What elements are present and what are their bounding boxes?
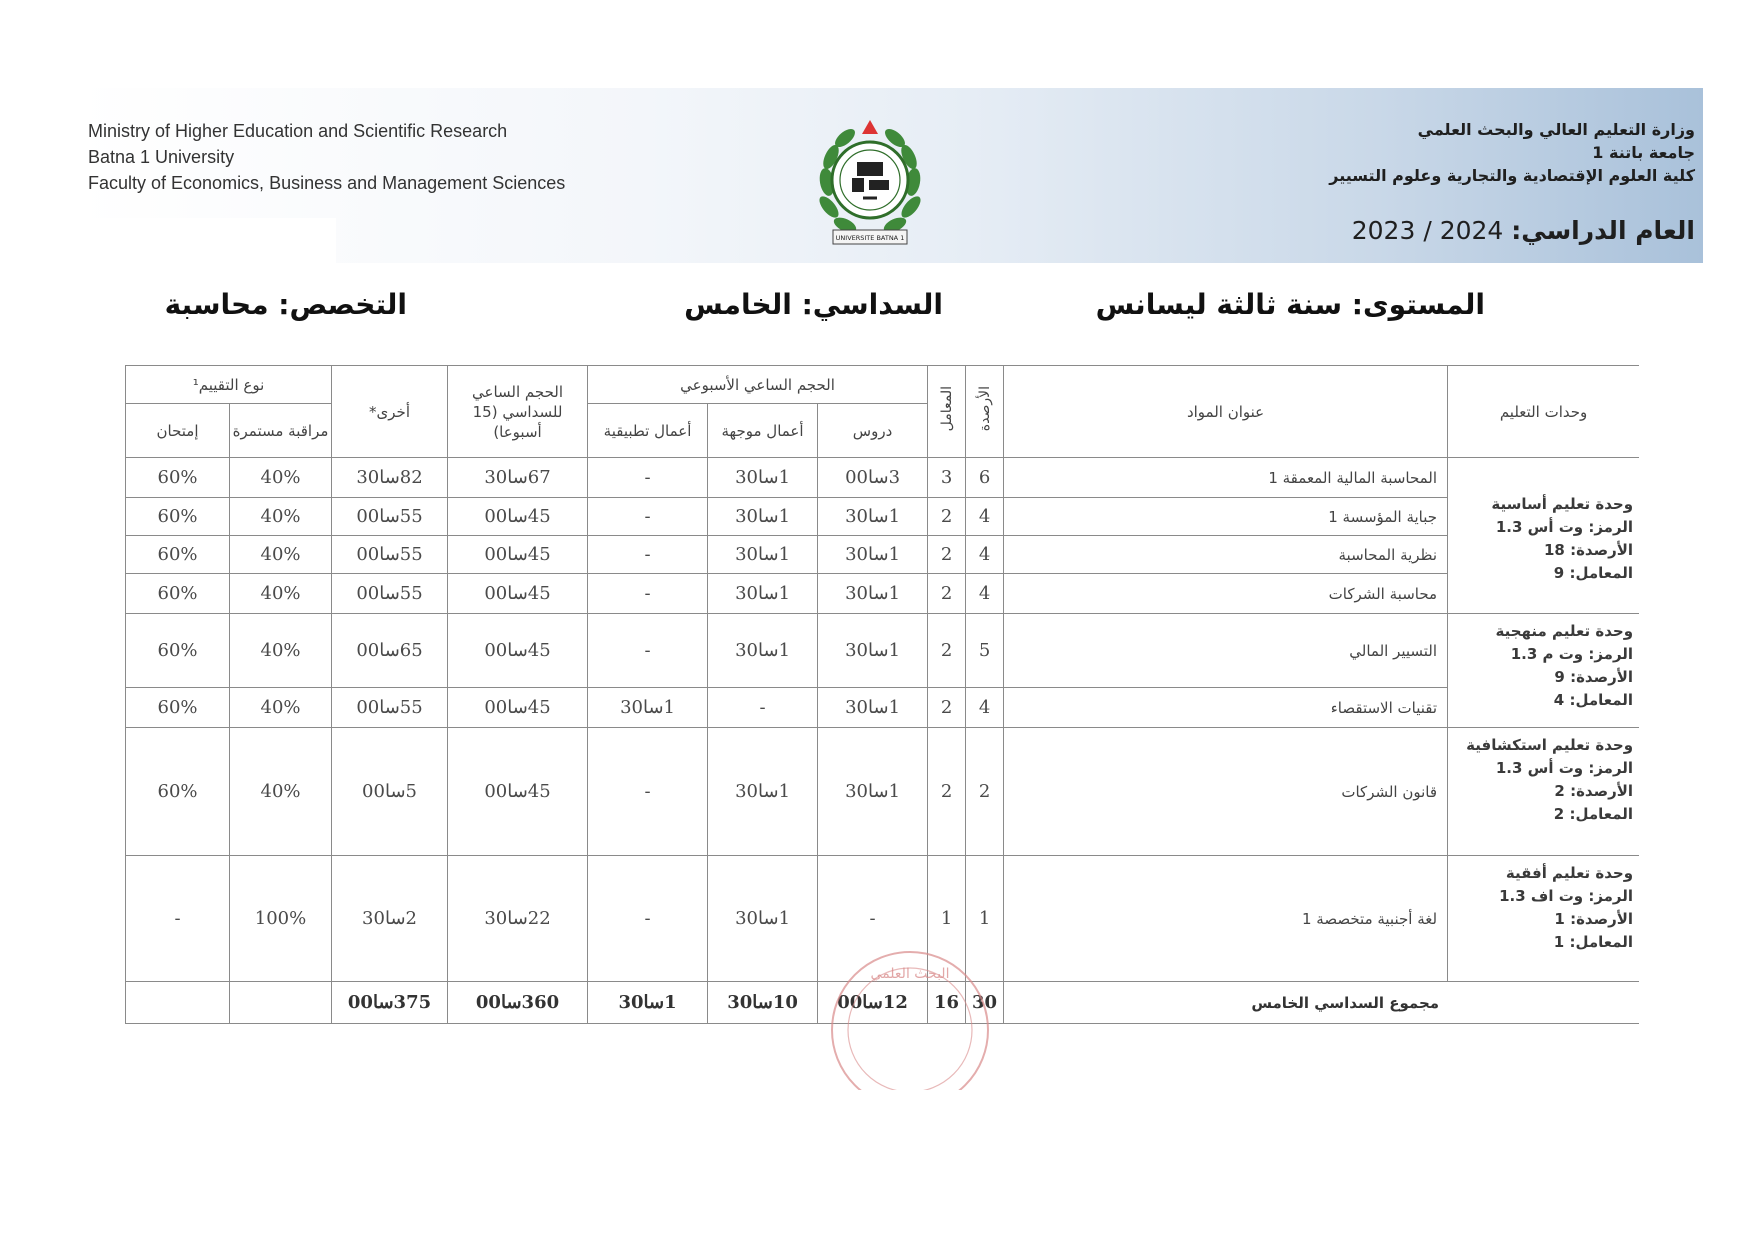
- stamp-text: البحث العلمي: [870, 966, 950, 982]
- semester-volume-cell: 45سا00: [448, 536, 588, 574]
- semester-volume-cell: 22سا30: [448, 856, 588, 982]
- practicals-cell: -: [588, 498, 708, 536]
- other-cell: 55سا00: [332, 498, 448, 536]
- table-row: [126, 536, 1640, 574]
- other-cell: 65سا00: [332, 614, 448, 688]
- credits-cell: 4: [966, 688, 1004, 728]
- continuous-cell: 100%: [230, 856, 332, 982]
- subject-cell: نظرية المحاسبة: [1004, 536, 1448, 574]
- level-label: المستوى: سنة ثالثة ليسانس: [1095, 288, 1485, 321]
- coef-cell: 1: [928, 856, 966, 982]
- coef-cell: 2: [928, 498, 966, 536]
- total-semester-volume: 360سا00: [448, 982, 588, 1024]
- credits-cell: 4: [966, 498, 1004, 536]
- col-weekly-header: الحجم الساعي الأسبوعي: [588, 366, 928, 404]
- col-coef-header: المعامل: [928, 366, 966, 458]
- credits-cell: 4: [966, 574, 1004, 614]
- curriculum-table: [125, 365, 1639, 1024]
- semester-volume-cell: 45سا00: [448, 688, 588, 728]
- unit-coef: المعامل: 2: [1553, 805, 1634, 823]
- total-label: مجموع السداسي الخامس: [1004, 982, 1639, 1024]
- subject-cell: قانون الشركات: [1004, 728, 1448, 856]
- credits-cell: 1: [966, 856, 1004, 982]
- other-cell: 2سا30: [332, 856, 448, 982]
- continuous-cell: 40%: [230, 728, 332, 856]
- col-exam-header: إمتحان: [126, 404, 230, 458]
- lectures-cell: 1سا30: [818, 688, 928, 728]
- unit-name: وحدة تعليم أفقية: [1505, 864, 1634, 882]
- total-credits: 30: [966, 982, 1004, 1024]
- practicals-cell: 1سا30: [588, 688, 708, 728]
- exam-cell: -: [126, 856, 230, 982]
- continuous-cell: 40%: [230, 688, 332, 728]
- exam-cell: 60%: [126, 458, 230, 498]
- table-row: [126, 574, 1640, 614]
- tutorials-cell: 1سا30: [708, 458, 818, 498]
- specialty-label: التخصص: محاسبة: [164, 288, 407, 321]
- col-subject-header: عنوان المواد: [1004, 366, 1448, 458]
- coef-cell: 2: [928, 688, 966, 728]
- unit-code: الرمز: وت اف 1.3: [1499, 887, 1634, 905]
- col-units-header: وحدات التعليم: [1448, 366, 1639, 458]
- other-cell: 55سا00: [332, 574, 448, 614]
- unit-cell-discovery: [1448, 728, 1639, 856]
- practicals-cell: -: [588, 536, 708, 574]
- tutorials-cell: 1سا30: [708, 574, 818, 614]
- academic-year: [1352, 216, 1695, 245]
- curriculum-table-wrapper: [125, 365, 1639, 1035]
- col-continuous-header: مراقبة مستمرة: [230, 404, 332, 458]
- col-practicals-header: أعمال تطبيقية: [588, 404, 708, 458]
- continuous-cell: 40%: [230, 574, 332, 614]
- other-cell: 55سا00: [332, 688, 448, 728]
- header-row-1: [126, 366, 1640, 404]
- continuous-cell: 40%: [230, 614, 332, 688]
- coef-cell: 2: [928, 574, 966, 614]
- credits-cell: 4: [966, 536, 1004, 574]
- semester-volume-cell: 45سا00: [448, 728, 588, 856]
- unit-coef: المعامل: 4: [1553, 691, 1634, 709]
- table-row: [126, 728, 1640, 856]
- header-band-cutout: [78, 218, 336, 268]
- unit-code: الرمز: وت أس 1.3: [1495, 759, 1634, 777]
- practicals-cell: -: [588, 574, 708, 614]
- ar-university: جامعة باتنة 1: [1592, 143, 1695, 162]
- col-lectures-header: دروس: [818, 404, 928, 458]
- unit-cell-fundamental: [1448, 458, 1639, 614]
- lectures-cell: 3سا00: [818, 458, 928, 498]
- credits-cell: 2: [966, 728, 1004, 856]
- exam-cell: 60%: [126, 728, 230, 856]
- exam-cell: 60%: [126, 536, 230, 574]
- practicals-cell: -: [588, 458, 708, 498]
- col-other-header: أخرى*: [332, 366, 448, 458]
- semester-volume-cell: 67سا30: [448, 458, 588, 498]
- semester-volume-cell: 45سا00: [448, 614, 588, 688]
- coef-cell: 2: [928, 728, 966, 856]
- tutorials-cell: 1سا30: [708, 728, 818, 856]
- exam-cell: 60%: [126, 498, 230, 536]
- practicals-cell: -: [588, 728, 708, 856]
- table-row: [126, 458, 1640, 498]
- header-arabic: [1175, 118, 1695, 187]
- continuous-cell: 40%: [230, 498, 332, 536]
- tutorials-cell: 1سا30: [708, 614, 818, 688]
- subject-cell: محاسبة الشركات: [1004, 574, 1448, 614]
- unit-credits: الأرصدة: 9: [1554, 668, 1634, 686]
- subject-cell: التسيير المالي: [1004, 614, 1448, 688]
- seal-text: UNIVERSITE BATNA 1: [835, 234, 905, 242]
- other-cell: 82سا30: [332, 458, 448, 498]
- unit-code: الرمز: وت م 1.3: [1510, 645, 1634, 663]
- tutorials-cell: 1سا30: [708, 498, 818, 536]
- table-row: [126, 498, 1640, 536]
- total-eval-empty: [126, 982, 230, 1024]
- total-eval-empty: [230, 982, 332, 1024]
- practicals-cell: -: [588, 856, 708, 982]
- coef-cell: 2: [928, 614, 966, 688]
- continuous-cell: 40%: [230, 536, 332, 574]
- credits-cell: 6: [966, 458, 1004, 498]
- en-university: Batna 1 University: [88, 147, 235, 167]
- tutorials-cell: -: [708, 688, 818, 728]
- lectures-cell: 1سا30: [818, 574, 928, 614]
- table-row: [126, 688, 1640, 728]
- subject-cell: المحاسبة المالية المعمقة 1: [1004, 458, 1448, 498]
- coef-cell: 3: [928, 458, 966, 498]
- header-english: [88, 118, 565, 196]
- lectures-cell: 1سا30: [818, 498, 928, 536]
- other-cell: 55سا00: [332, 536, 448, 574]
- col-credits-header: الأرصدة: [966, 366, 1004, 458]
- ar-faculty: كلية العلوم الإقتصادية والتجارية وعلوم التسيير: [1329, 166, 1695, 185]
- table-row: [126, 614, 1640, 688]
- unit-cell-methodology: [1448, 614, 1639, 728]
- semester-volume-cell: 45سا00: [448, 574, 588, 614]
- table-row: [126, 856, 1640, 982]
- tutorials-cell: 1سا30: [708, 536, 818, 574]
- col-eval-header: نوع التقييم¹: [126, 366, 332, 404]
- unit-credits: الأرصدة: 2: [1554, 782, 1634, 800]
- total-coef: 16: [928, 982, 966, 1024]
- exam-cell: 60%: [126, 614, 230, 688]
- semester-volume-cell: 45سا00: [448, 498, 588, 536]
- exam-cell: 60%: [126, 574, 230, 614]
- exam-cell: 60%: [126, 688, 230, 728]
- unit-credits: الأرصدة: 18: [1543, 540, 1634, 559]
- unit-name: وحدة تعليم أساسية: [1491, 494, 1634, 513]
- lectures-cell: 1سا30: [818, 536, 928, 574]
- unit-cell-transversal: [1448, 856, 1639, 982]
- academic-year-value: 2024 / 2023: [1351, 216, 1504, 245]
- subject-cell: لغة أجنبية متخصصة 1: [1004, 856, 1448, 982]
- coef-cell: 2: [928, 536, 966, 574]
- lectures-cell: 1سا30: [818, 728, 928, 856]
- col-tutorials-header: أعمال موجهة: [708, 404, 818, 458]
- unit-coef: المعامل: 9: [1553, 563, 1634, 582]
- unit-credits: الأرصدة: 1: [1554, 910, 1634, 928]
- en-ministry: Ministry of Higher Education and Scientific Research: [88, 121, 508, 141]
- total-tutorials: 10سا30: [708, 982, 818, 1024]
- unit-coef: المعامل: 1: [1553, 933, 1634, 951]
- unit-name: وحدة تعليم استكشافية: [1466, 736, 1634, 754]
- practicals-cell: -: [588, 614, 708, 688]
- total-other: 375سا00: [332, 982, 448, 1024]
- ar-ministry: وزارة التعليم العالي والبحث العلمي: [1417, 120, 1695, 139]
- credits-cell: 5: [966, 614, 1004, 688]
- university-seal-icon: [805, 112, 935, 252]
- other-cell: 5سا00: [332, 728, 448, 856]
- semester-label: السداسي: الخامس: [684, 288, 943, 321]
- lectures-cell: -: [818, 856, 928, 982]
- total-lectures: 12سا00: [818, 982, 928, 1024]
- academic-year-label: العام الدراسي:: [1511, 216, 1695, 245]
- col-semester-header: الحجم الساعي للسداسي (15 أسبوعا): [448, 366, 588, 458]
- subject-cell: جباية المؤسسة 1: [1004, 498, 1448, 536]
- total-row: [126, 982, 1640, 1024]
- unit-code: الرمز: وت أس 1.3: [1495, 517, 1634, 536]
- tutorials-cell: 1سا30: [708, 856, 818, 982]
- total-practicals: 1سا30: [588, 982, 708, 1024]
- continuous-cell: 40%: [230, 458, 332, 498]
- lectures-cell: 1سا30: [818, 614, 928, 688]
- subject-cell: تقنيات الاستقصاء: [1004, 688, 1448, 728]
- en-faculty: Faculty of Economics, Business and Management Sciences: [88, 173, 566, 193]
- unit-name: وحدة تعليم منهجية: [1495, 622, 1634, 640]
